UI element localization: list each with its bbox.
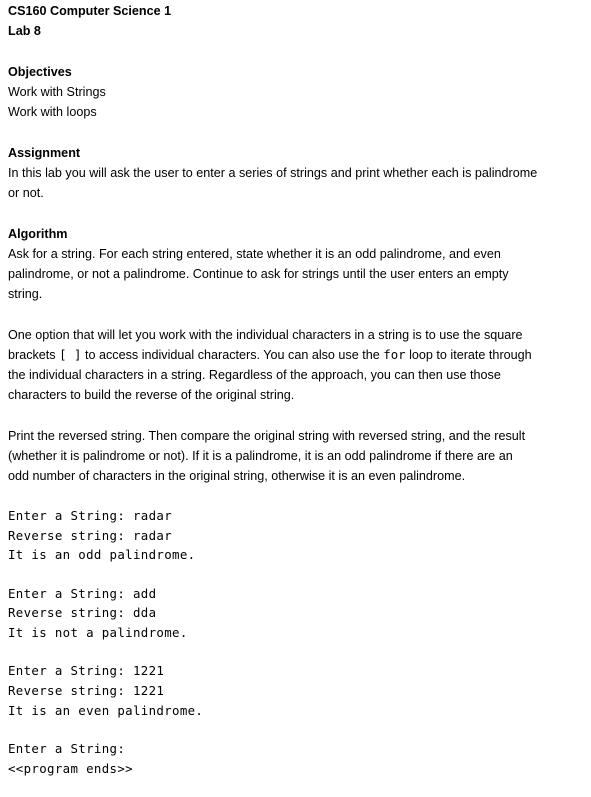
algorithm-paragraph-line: [8, 345, 532, 365]
algorithm-heading: Algorithm: [8, 227, 68, 241]
objectives-heading: Objectives: [8, 65, 72, 79]
algorithm-paragraph-line: One option that will let you work with the individual characters in a string is to use the square: [8, 328, 523, 342]
sample-output-line: It is an even palindrome.: [8, 703, 204, 718]
algorithm-paragraph-line: Print the reversed string. Then compare the original string with reversed string, and the result: [8, 429, 526, 443]
inline-code-brackets: [ ]: [59, 347, 82, 362]
sample-output-line: Reverse string: radar: [8, 528, 173, 543]
algorithm-paragraph-line: the individual characters in a string. Regardless of the approach, you can then use those: [8, 368, 501, 382]
text-span: to access individual characters. You can also use the: [81, 348, 384, 362]
algorithm-paragraph-line: Ask for a string. For each string entered, state whether it is an odd palindrome, and even: [8, 247, 501, 261]
assignment-text: or not.: [8, 186, 44, 200]
assignment-text: In this lab you will ask the user to enter a series of strings and print whether each is palindrome: [8, 166, 538, 180]
sample-output-line: <<program ends>>: [8, 761, 133, 776]
algorithm-paragraph-line: string.: [8, 287, 43, 301]
objective-item: Work with loops: [8, 105, 97, 119]
sample-output-line: Enter a String:: [8, 741, 126, 756]
objective-item: Work with Strings: [8, 85, 106, 99]
sample-output-line: Enter a String: add: [8, 586, 157, 601]
algorithm-paragraph-line: (whether it is palindrome or not). If it is a palindrome, it is an odd palindrome if there are an: [8, 449, 513, 463]
sample-output-line: Reverse string: dda: [8, 605, 157, 620]
assignment-heading: Assignment: [8, 146, 81, 160]
algorithm-paragraph-line: odd number of characters in the original string, otherwise it is an even palindrome.: [8, 469, 466, 483]
text-span: loop to iterate through: [405, 348, 532, 362]
sample-output-line: Enter a String: 1221: [8, 663, 165, 678]
text-span: brackets: [8, 348, 60, 362]
sample-output-line: Reverse string: 1221: [8, 683, 165, 698]
algorithm-paragraph-line: characters to build the reverse of the original string.: [8, 388, 295, 402]
lab-title: Lab 8: [8, 24, 41, 38]
algorithm-paragraph-line: palindrome, or not a palindrome. Continue to ask for strings until the user enters an empty: [8, 267, 509, 281]
sample-output-line: It is an odd palindrome.: [8, 547, 196, 562]
inline-code-for: for: [383, 347, 406, 362]
sample-output-line: Enter a String: radar: [8, 508, 173, 523]
sample-output-line: It is not a palindrome.: [8, 625, 188, 640]
course-title: CS160 Computer Science 1: [8, 4, 172, 18]
